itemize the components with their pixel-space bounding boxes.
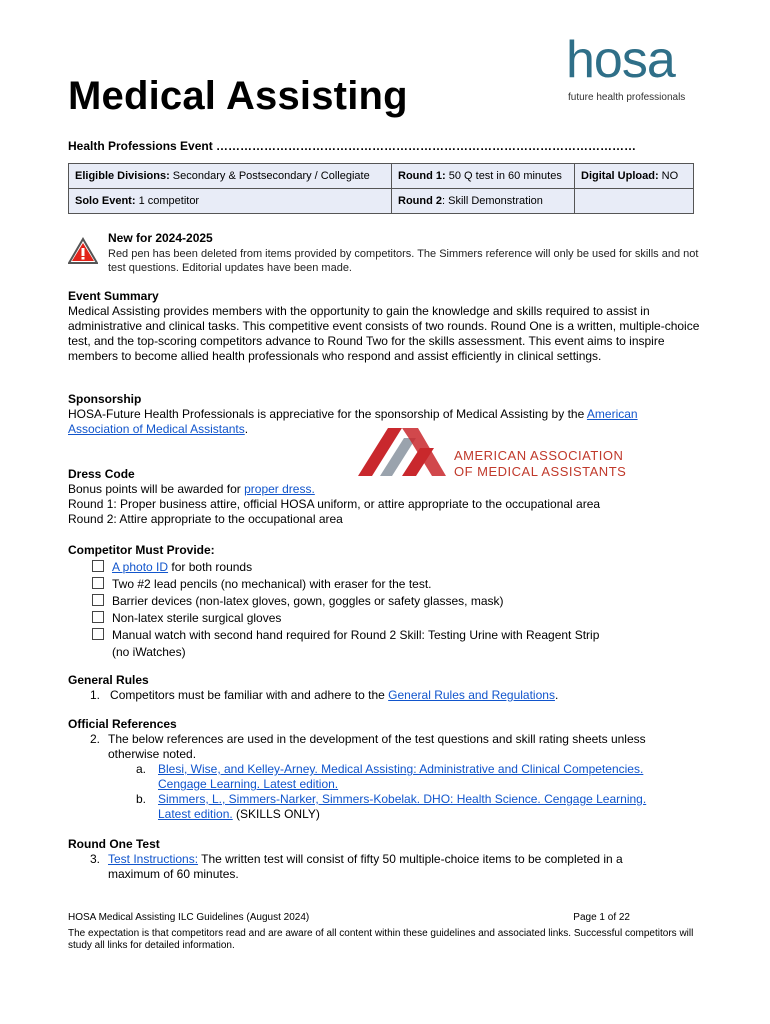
text: Barrier devices (non-latex gloves, gown, goggles or safety glasses, mask) <box>112 594 504 608</box>
solo-cell <box>69 189 392 214</box>
section-heading: Official References <box>68 717 177 731</box>
list-number: 2. <box>90 732 101 746</box>
cell-value: NO <box>658 170 679 182</box>
rule-item <box>90 688 700 703</box>
footer-doc-title: HOSA Medical Assisting ILC Guidelines (August 2024) <box>68 912 310 923</box>
list-item <box>92 593 700 610</box>
text: . <box>554 688 559 702</box>
section-heading: Event Summary <box>68 289 159 303</box>
list-item <box>92 559 700 576</box>
aama-line1: AMERICAN ASSOCIATION <box>454 448 624 463</box>
footer-note: The expectation is that competitors read and are aware of all content within these guidelines and associated links. Successful competitors will study all links for detailed information. <box>68 928 694 951</box>
round1-cell <box>392 164 575 189</box>
checkbox-icon <box>92 577 104 589</box>
checkbox-icon <box>92 628 104 640</box>
empty-cell <box>575 189 694 214</box>
round2-cell <box>392 189 575 214</box>
footer-row <box>68 912 700 924</box>
ref-a <box>136 762 676 792</box>
event-summary-section <box>68 289 700 364</box>
list-letter: b. <box>136 792 147 806</box>
dress-line2: Round 1: Proper business attire, official HOSA uniform, or attire appropriate to the occupational area <box>68 497 601 511</box>
cell-value: Secondary & Postsecondary / Collegiate <box>169 170 370 182</box>
table-row <box>69 164 694 189</box>
section-heading: General Rules <box>68 673 149 687</box>
list-number: 3. <box>90 852 101 866</box>
dress-code-section <box>68 467 700 527</box>
aama-link[interactable]: American Association of Medical Assistants <box>68 407 638 436</box>
new-for-text: Red pen has been deleted from items provided by competitors. The Simmers reference will only be used for skills and not test questions. Editorial updates have been made. <box>108 248 699 274</box>
checkbox-icon <box>92 594 104 606</box>
text: Two #2 lead pencils (no mechanical) with eraser for the test. <box>112 577 432 591</box>
text: HOSA-Future Health Professionals is appreciative for the sponsorship of Medical Assisting by the <box>68 407 587 421</box>
ref-a-link[interactable]: Blesi, Wise, and Kelley-Arney. Medical Assisting: Administrative and Clinical Competencies. Cengage Learning. Latest edition. <box>158 762 644 791</box>
cell-label: Solo Event: <box>75 195 136 207</box>
list-item-cont: (no iWatches) <box>112 645 186 659</box>
general-rules-link[interactable]: General Rules and Regulations <box>388 688 555 702</box>
test-instructions-link[interactable]: Test Instructions: <box>108 852 199 866</box>
general-rules-section <box>68 673 700 703</box>
list-letter: a. <box>136 762 147 776</box>
checkbox-icon <box>92 611 104 623</box>
divisions-cell <box>69 164 392 189</box>
cell-value: 50 Q test in 60 minutes <box>445 170 562 182</box>
section-heading: Dress Code <box>68 467 135 481</box>
text: Non-latex sterile surgical gloves <box>112 611 282 625</box>
table-row <box>69 189 694 214</box>
event-type-line: Health Professions Event …………………………………………………………………………………………… <box>68 139 637 153</box>
logo-tagline: future health professionals <box>568 92 686 103</box>
logo-brand: hosa <box>566 31 675 89</box>
hosa-logo <box>566 24 698 108</box>
text: Competitors must be familiar with and adhere to the <box>110 688 389 702</box>
photo-id-link[interactable]: A photo ID <box>112 560 169 574</box>
section-heading: Round One Test <box>68 837 160 851</box>
page-footer <box>68 912 700 952</box>
cell-label: Eligible Divisions: <box>75 170 170 182</box>
text: Bonus points will be awarded for <box>68 482 245 496</box>
cell-value: 1 competitor <box>135 195 200 207</box>
warning-icon <box>68 237 98 265</box>
list-item <box>92 610 700 627</box>
dress-line3: Round 2: Attire appropriate to the occupational area <box>68 512 343 526</box>
competitor-provide-section <box>68 542 700 661</box>
section-heading: Competitor Must Provide: <box>68 543 215 557</box>
page-title: Medical Assisting <box>68 74 408 118</box>
ref-b-text <box>158 792 676 822</box>
cell-label: Digital Upload: <box>581 170 659 182</box>
cell-value: : Skill Demonstration <box>442 195 543 207</box>
text: for both rounds <box>168 560 253 574</box>
list-number: 1. <box>90 688 101 702</box>
list-item <box>92 576 700 593</box>
new-for-heading: New for 2024-2025 <box>108 231 213 245</box>
checkbox-icon <box>92 560 104 572</box>
ref-item <box>90 732 700 762</box>
cell-label: Round 2 <box>398 195 442 207</box>
text: (SKILLS ONLY) <box>232 807 320 821</box>
dress-line1 <box>68 482 700 497</box>
cell-label: Round 1: <box>398 170 446 182</box>
event-info-table <box>68 163 694 214</box>
section-text: Medical Assisting provides members with the opportunity to gain the knowledge and skills required to assist in administrative and clinical tasks. This competitive event consists of two rounds. Round One is a written, multiple-choice test, and the top-scoring competitors advance to Round Two for the skills assessment. This event aims to inspire members to become allied health professionals who respond and assist efficiently in clinical settings. <box>68 304 700 363</box>
ref-b <box>136 792 676 822</box>
page-number: Page 1 of 22 <box>573 912 630 923</box>
upload-cell <box>575 164 694 189</box>
text: The below references are used in the development of the test questions and skill rating sheets unless otherwise noted. <box>108 732 646 761</box>
aama-line2: OF MEDICAL ASSISTANTS <box>454 464 627 479</box>
round-one-section <box>68 837 700 882</box>
section-heading: Sponsorship <box>68 392 142 406</box>
round-one-item <box>90 852 700 882</box>
official-references-section <box>68 717 700 822</box>
ref-b-link[interactable]: Simmers, L., Simmers-Narker, Simmers-Kobelak. DHO: Health Science. Cengage Learning. Latest edition. <box>158 792 647 821</box>
text: . <box>244 422 249 436</box>
text: The written test will consist of fifty 50 multiple-choice items to be completed in a maximum of 60 minutes. <box>108 852 623 881</box>
list-item <box>92 627 700 644</box>
text: Manual watch with second hand required for Round 2 Skill: Testing Urine with Reagent Strip <box>112 628 600 642</box>
proper-dress-link[interactable]: proper dress. <box>244 482 315 496</box>
